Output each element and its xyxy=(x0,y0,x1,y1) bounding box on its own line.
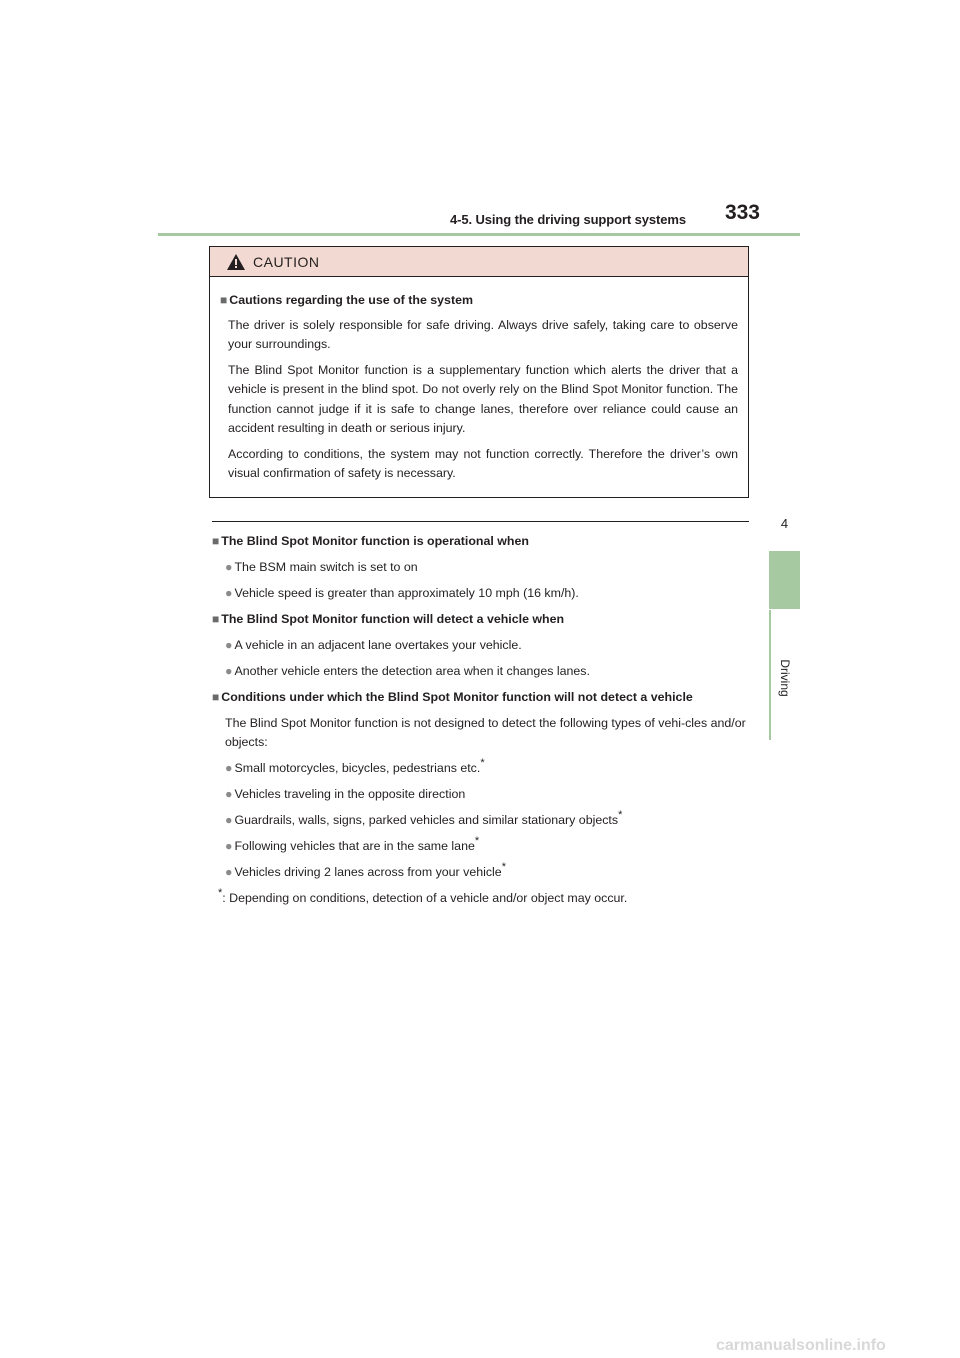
asterisk-marker: * xyxy=(474,835,480,847)
chapter-label: Driving xyxy=(778,659,792,697)
chapter-label-wrap xyxy=(771,648,799,708)
bullet-dot-icon: ● xyxy=(225,560,233,574)
list-item-text: Following vehicles that are in the same lane xyxy=(234,839,475,853)
section-heading-text: The Blind Spot Monitor function is operational when xyxy=(221,534,529,548)
footnote-marker: * xyxy=(218,887,223,899)
square-bullet-icon: ■ xyxy=(212,690,220,704)
asterisk-marker: * xyxy=(618,809,623,821)
caution-header xyxy=(210,247,748,277)
section-heading xyxy=(212,610,752,636)
page-number: 333 xyxy=(724,201,760,224)
section-title: 4-5. Using the driving support systems xyxy=(449,212,686,227)
bullet-dot-icon: ● xyxy=(225,638,233,652)
section-description: The Blind Spot Monitor function is not designed to detect the following types of vehi-cles and/or objects: xyxy=(225,716,746,749)
main-content xyxy=(212,532,752,915)
bullet-dot-icon: ● xyxy=(225,813,233,827)
square-bullet-icon: ■ xyxy=(220,293,228,307)
list-item xyxy=(212,584,752,610)
list-item-text: Guardrails, walls, signs, parked vehicles and similar stationary objects xyxy=(234,813,619,827)
list-item xyxy=(212,558,752,584)
chapter-tab-block xyxy=(769,551,800,609)
list-item xyxy=(212,759,752,785)
square-bullet-icon: ■ xyxy=(212,612,220,626)
chapter-side-tab xyxy=(769,238,800,697)
asterisk-marker: * xyxy=(501,861,506,873)
warning-icon xyxy=(227,254,245,270)
list-item-text: The BSM main switch is set to on xyxy=(234,560,418,574)
bullet-dot-icon: ● xyxy=(225,787,233,801)
caution-paragraph: The driver is solely responsible for safe driving. Always drive safely, taking care to observe your surroundings. xyxy=(228,317,738,351)
list-item xyxy=(212,837,752,863)
bullet-dot-icon: ● xyxy=(225,664,233,678)
bullet-dot-icon: ● xyxy=(225,839,233,853)
list-item-text: Small motorcycles, bicycles, pedestrians etc. xyxy=(234,761,481,775)
asterisk-marker: * xyxy=(480,757,485,769)
list-item xyxy=(212,636,752,662)
caution-paragraph: According to conditions, the system may not function correctly. Therefore the driver’s own visual confirmation of safety is necessary. xyxy=(228,446,738,480)
section-heading-text: The Blind Spot Monitor function will detect a vehicle when xyxy=(221,612,565,626)
watermark-logo xyxy=(716,1336,944,1354)
caution-body xyxy=(210,277,748,484)
list-item-text: Vehicles traveling in the opposite direction xyxy=(234,787,466,801)
footnote xyxy=(212,889,752,915)
list-item xyxy=(212,662,752,688)
section-heading xyxy=(212,688,752,714)
section-heading-text: Conditions under which the Blind Spot Monitor function will not detect a vehicle xyxy=(221,690,693,704)
list-item xyxy=(212,811,752,837)
chapter-number: 4 xyxy=(780,516,789,531)
svg-text:carmanualsonline.info: carmanualsonline.info xyxy=(716,1337,886,1354)
header-rule xyxy=(158,233,800,236)
square-bullet-icon: ■ xyxy=(212,534,220,548)
caution-heading xyxy=(220,291,738,311)
section-heading xyxy=(212,532,752,558)
caution-heading-text: Cautions regarding the use of the system xyxy=(229,293,473,307)
list-item-text: Vehicle speed is greater than approximately 10 mph (16 km/h). xyxy=(234,586,579,600)
caution-paragraph: The Blind Spot Monitor function is a supplementary function which alerts the driver that a vehicle is present in the blind spot. Do not overly rely on the Blind Spot Monitor function. The function cannot judge if it is safe to change lanes, therefore over reliance could cause an accident resulting in death or serious injury. xyxy=(228,362,738,435)
footnote-text: : Depending on conditions, detection of a vehicle and/or object may occur. xyxy=(222,891,628,905)
caution-title: CAUTION xyxy=(253,254,320,270)
list-item xyxy=(212,785,752,811)
list-item-text: Vehicles driving 2 lanes across from your vehicle xyxy=(234,865,502,879)
bullet-dot-icon: ● xyxy=(225,586,233,600)
caution-box xyxy=(209,246,749,498)
page-header xyxy=(158,200,800,236)
section-divider xyxy=(212,521,749,522)
list-item-text: Another vehicle enters the detection area when it changes lanes. xyxy=(234,664,590,678)
bullet-dot-icon: ● xyxy=(225,865,233,879)
bullet-dot-icon: ● xyxy=(225,761,233,775)
list-item xyxy=(212,863,752,889)
list-item-text: A vehicle in an adjacent lane overtakes your vehicle. xyxy=(234,638,522,652)
